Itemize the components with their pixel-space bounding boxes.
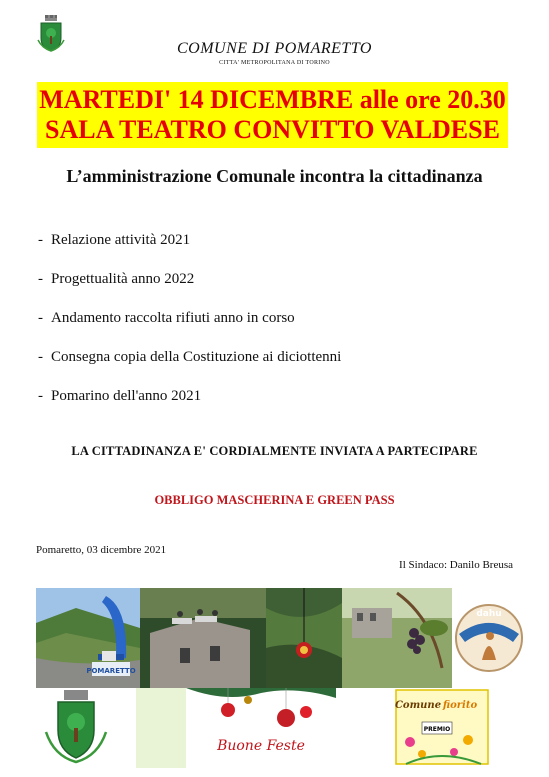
dahu-badge (452, 588, 526, 688)
photo-collage-top (36, 588, 526, 688)
list-item: - Pomarino dell'anno 2021 (38, 388, 202, 404)
list-item: - Consegna copia della Costituzione ai diciottenni (38, 349, 342, 365)
christmas-card (186, 688, 336, 768)
crest-panel (36, 688, 186, 768)
bench-photo (36, 588, 140, 688)
agenda-list (38, 232, 341, 427)
list-item: - Relazione attività 2021 (38, 232, 191, 248)
place-date: Pomaretto, 03 dicembre 2021 (36, 544, 167, 556)
list-item: - Andamento raccolta rifiuti anno in corso (38, 310, 295, 326)
comune-fiorito-panel (336, 688, 526, 768)
event-banner (37, 82, 508, 148)
valley-photo (266, 588, 342, 688)
list-item: - Progettualità anno 2022 (38, 271, 195, 287)
event-venue-line: SALA TEATRO CONVITTO VALDESE (45, 115, 500, 144)
ruins-photo (140, 588, 266, 688)
mask-notice: OBBLIGO MASCHERINA E GREEN PASS (154, 493, 395, 507)
invitation-text: LA CITTADINANZA E' CORDIALMENTE INVIATA A PARTECIPARE (71, 444, 478, 458)
flower-title-1: Comune (394, 700, 442, 711)
bench-sign-text: POMARETTO (86, 667, 136, 675)
municipality-title: COMUNE DI POMARETTO (177, 40, 372, 57)
dahu-label: dahu (476, 609, 502, 619)
prize-label: PREMIO (423, 726, 451, 733)
headline: L’amministrazione Comunale incontra la cittadinanza (66, 166, 483, 186)
mayor-signature: Il Sindaco: Danilo Breusa (399, 559, 513, 571)
vineyard-photo (342, 588, 452, 688)
flower-title-2: fiorito (442, 700, 478, 711)
event-date-line: MARTEDI' 14 DICEMBRE alle ore 20.30 (39, 85, 506, 114)
photo-collage-bottom (36, 688, 526, 768)
greeting-text: Buone Feste (217, 738, 305, 754)
municipality-subtitle: CITTA' METROPOLITANA DI TORINO (219, 60, 330, 66)
